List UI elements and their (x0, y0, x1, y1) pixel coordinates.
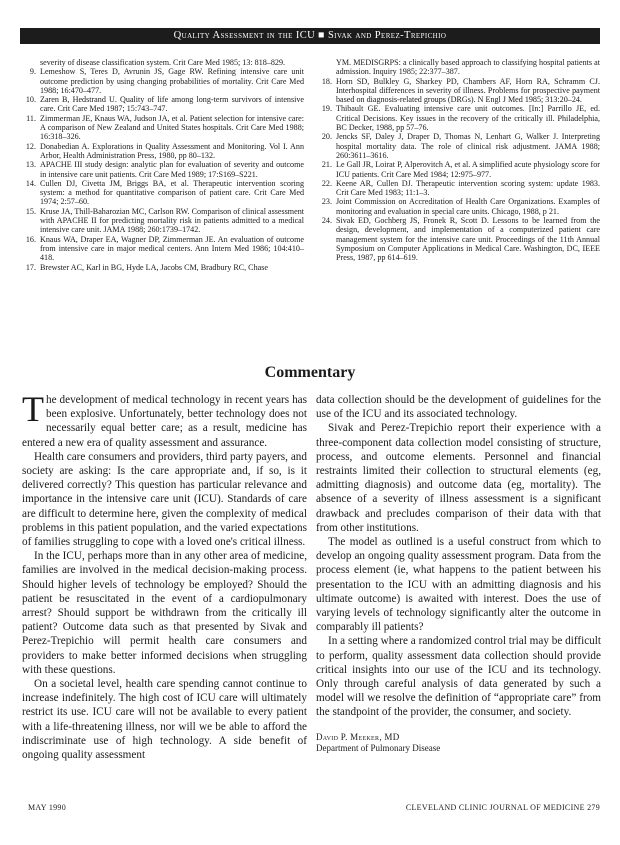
commentary-paragraph: The model as outlined is a useful construct from which to develop an ongoing quality assessment program. Data from the process element (ie, what happens to the patient between his presentation to the ICU with an admitting diagnosis and his ultimate outcome) is awaited with interest. Does the use of varying levels of technology significantly alter the outcome in comparably ill patients? (316, 536, 601, 634)
commentary-paragraph (22, 389, 307, 450)
references-right-column (318, 58, 600, 263)
reference-number: 14. (25, 178, 36, 188)
commentary-left-column (22, 389, 307, 762)
reference-number: 23. (321, 197, 332, 207)
commentary-paragraph: In the ICU, perhaps more than in any other area of medicine, families are involved in the medical decision-making process. Should higher levels of technology be employed? Should the patient be resuscitated in the event of a cardiopulmonary arrest? Should support be withdrawn from the critically ill patient? Outcome data such as that presented by Sivak and Perez-Trepichio will permit health care consumers and providers to make better informed decisions when struggling with these questions. (22, 550, 307, 676)
reference-text: Joint Commission on Accreditation of Health Care Organizations. Examples of monitoring and evaluation in special care units. Chicago, 1988, p 21. (336, 197, 600, 216)
reference-number: 15. (25, 206, 36, 216)
reference-number: 16. (25, 234, 36, 244)
reference-item (318, 132, 600, 160)
reference-item (22, 179, 304, 207)
paragraph-text: he development of medical technology in recent years has been explosive. Unfortunately, better technology does not necessarily equal better care; as a result, medicine has entered a new era of quality assessment and assurance. (22, 394, 307, 449)
reference-item (318, 77, 600, 105)
reference-text: Keene AR, Cullen DJ. Therapeutic intervention scoring system: update 1983. Crit Care Med 1983; 11:1–3. (336, 178, 600, 198)
reference-number: 11. (26, 113, 36, 123)
reference-item (22, 160, 304, 179)
reference-item (22, 67, 304, 95)
commentary-paragraph: Health care consumers and providers, third party payers, and society are asking: Is the care appropriate and, if so, is it delivered correctly? This question has particular relevance and importance in the intensive care unit (ICU). Standards of care are difficult to determine here, given the complexity of medical problems in this patient population, and the varied expectations of families struggling to cope with a loved one's critical illness. (22, 450, 307, 549)
reference-item (318, 216, 600, 262)
reference-number: 12. (25, 141, 36, 151)
reference-number: 19. (321, 104, 332, 114)
commentary-heading: Commentary (264, 364, 356, 381)
reference-item (22, 263, 304, 272)
reference-number: 9. (29, 67, 36, 77)
reference-text: severity of disease classification system. Crit Care Med 1985; 13: 818–829. (40, 58, 286, 67)
reference-number: 17. (25, 262, 36, 272)
reference-text: Le Gall JR, Loirat P, Alperovitch A, et al. A simplified acute physiology score for ICU patients. Crit Care Med 1984; 12:975–977. (336, 160, 600, 179)
reference-text: Cullen DJ, Civetta JM, Briggs BA, et al. Therapeutic intervention scoring system: a method for quantitative comparison of patient care. Crit Care Med 1974; 2:57–60. (40, 178, 304, 207)
reference-item (318, 104, 600, 132)
commentary-paragraph: Sivak and Perez-Trepichio report their experience with a three-component data collection model consisting of structure, process, and outcome elements. Personnel and financial restraints limited their collection to structural elements (eg, admitting diagnosis) and outcome data (eg, mortality). The absence of a severity of illness assessment is a significant drawback and precludes comparison of their data with that from other institutions. (316, 422, 601, 534)
commentary-right-column (316, 393, 601, 754)
reference-text: Horn SD, Bulkley G, Sharkey PD, Chambers AF, Horn RA, Schramm CJ. Interhospital differences in severity of illness. Problems for prospective payment based on diagnosis-related groups (DRGs). N Engl J Med 1985; 313:20–24. (336, 76, 600, 105)
reference-item (22, 58, 304, 67)
reference-number: 21. (321, 160, 332, 170)
reference-number: 13. (25, 160, 36, 170)
author-block (316, 732, 601, 754)
footer-journal-page: CLEVELAND CLINIC JOURNAL OF MEDICINE 279 (405, 803, 600, 812)
reference-number: 20. (321, 132, 332, 142)
reference-item (22, 114, 304, 142)
reference-item (22, 142, 304, 161)
reference-text: APACHE III study design: analytic plan for evaluation of severity and outcome in intensive care unit patients. Crit Care Med 1989; 17:S169–S221. (40, 160, 304, 179)
reference-text: Zaren B, Hedstrand U. Quality of life among long-term survivors of intensive care. Crit Care Med 1987; 15:743–747. (40, 95, 304, 114)
reference-text: Jencks SF, Daley J, Draper D, Thomas N, Lenhart G, Walker J. Interpreting hospital mortality data. The role of clinical risk adjustment. JAMA 1988; 260:3611–3616. (336, 132, 600, 160)
reference-text: Donabedian A. Explorations in Quality Assessment and Monitoring. Vol I. Ann Arbor, Health Administration Press, 1980, pp 80–132. (40, 141, 304, 160)
running-header (20, 28, 600, 44)
reference-text: Knaus WA, Draper EA, Wagner DP, Zimmerman JE. An evaluation of outcome from intensive care in major medical centers. Ann Intern Med 1986; 104:410–418. (40, 234, 304, 263)
reference-text: Zimmerman JE, Knaus WA, Judson JA, et al. Patient selection for intensive care: A comparison of New Zealand and United States hospitals. Crit Care Med 1988; 16:318–326. (40, 113, 304, 142)
reference-text: Brewster AC, Karl in BG, Hyde LA, Jacobs CM, Bradbury RC, Chase (40, 262, 268, 272)
reference-item (318, 160, 600, 179)
footer-date: MAY 1990 (28, 803, 67, 812)
author-affiliation: Department of Pulmonary Disease (316, 742, 441, 753)
reference-item (318, 58, 600, 77)
reference-number: 10. (25, 95, 36, 105)
reference-number: 24. (321, 216, 332, 226)
reference-number: 22. (321, 178, 332, 188)
reference-item (22, 95, 304, 114)
author-name: David P. Meeker, MD (316, 731, 400, 742)
drop-cap: T (22, 389, 44, 429)
reference-text: Thibault GE. Evaluating intensive care unit outcomes. [In:] Parrillo JE, ed. Critical Decisions. Key issues in the recovery of the critically ill. Philadelphia, BC Decker, 1988, pp 57–76. (336, 104, 600, 133)
reference-item (318, 179, 600, 198)
reference-text: Kruse JA, Thill-Baharozian MC, Carlson RW. Comparison of clinical assessment with APACHE II for predicting mortality risk in patients admitted to a medical intensive care unit. JAMA 1988; 260:1739–1742. (40, 206, 304, 235)
reference-text: YM. MEDISGRPS: a clinically based approach to classifying hospital patients at admission. Inquiry 1985; 22:377–387. (336, 58, 600, 77)
reference-number: 18. (321, 76, 332, 86)
commentary-paragraph: data collection should be the development of guidelines for the use of the ICU and its associated technology. (316, 394, 601, 421)
reference-text: Sivak ED, Gochberg JS, Fronek R, Scott D. Lessons to be learned from the design, development, and implementation of a computerized patient care management system for the intensive care unit. Proceedings of the 11th Annual Symposium on Computer Applications in Medical Care. Washington, DC, IEEE Press, 1987, pp 614–619. (336, 216, 600, 263)
commentary-paragraph: On a societal level, health care spending cannot continue to increase indefinitely. The high cost of ICU care will ultimately restrict its use. ICU care will not be available to every patient with a life-threatening illness, nor will we be able to afford the indiscriminate use of high technology. A side benefit of ongoing quality assessment (22, 678, 307, 762)
references-left-column (22, 58, 304, 272)
reference-item (22, 207, 304, 235)
reference-item (22, 235, 304, 263)
reference-item (318, 197, 600, 216)
commentary-paragraph: In a setting where a randomized control trial may be difficult to perform, quality assessment data collection should provide critical insights into our use of the ICU and its technology. Only through careful analysis of data generated by such a model will we resolve the definition of “appropriate care” from the standpoint of the provider, the consumer, and society. (316, 635, 601, 719)
reference-text: Lemeshow S, Teres D, Avrunin JS, Gage RW. Refining intensive care unit outcome prediction by using changing probabilities of mortality. Crit Care Med 1988; 16:470–477. (40, 67, 304, 95)
running-header-title: Quality Assessment in the ICU ■ Sivak and Perez-Trepichio (173, 30, 447, 41)
